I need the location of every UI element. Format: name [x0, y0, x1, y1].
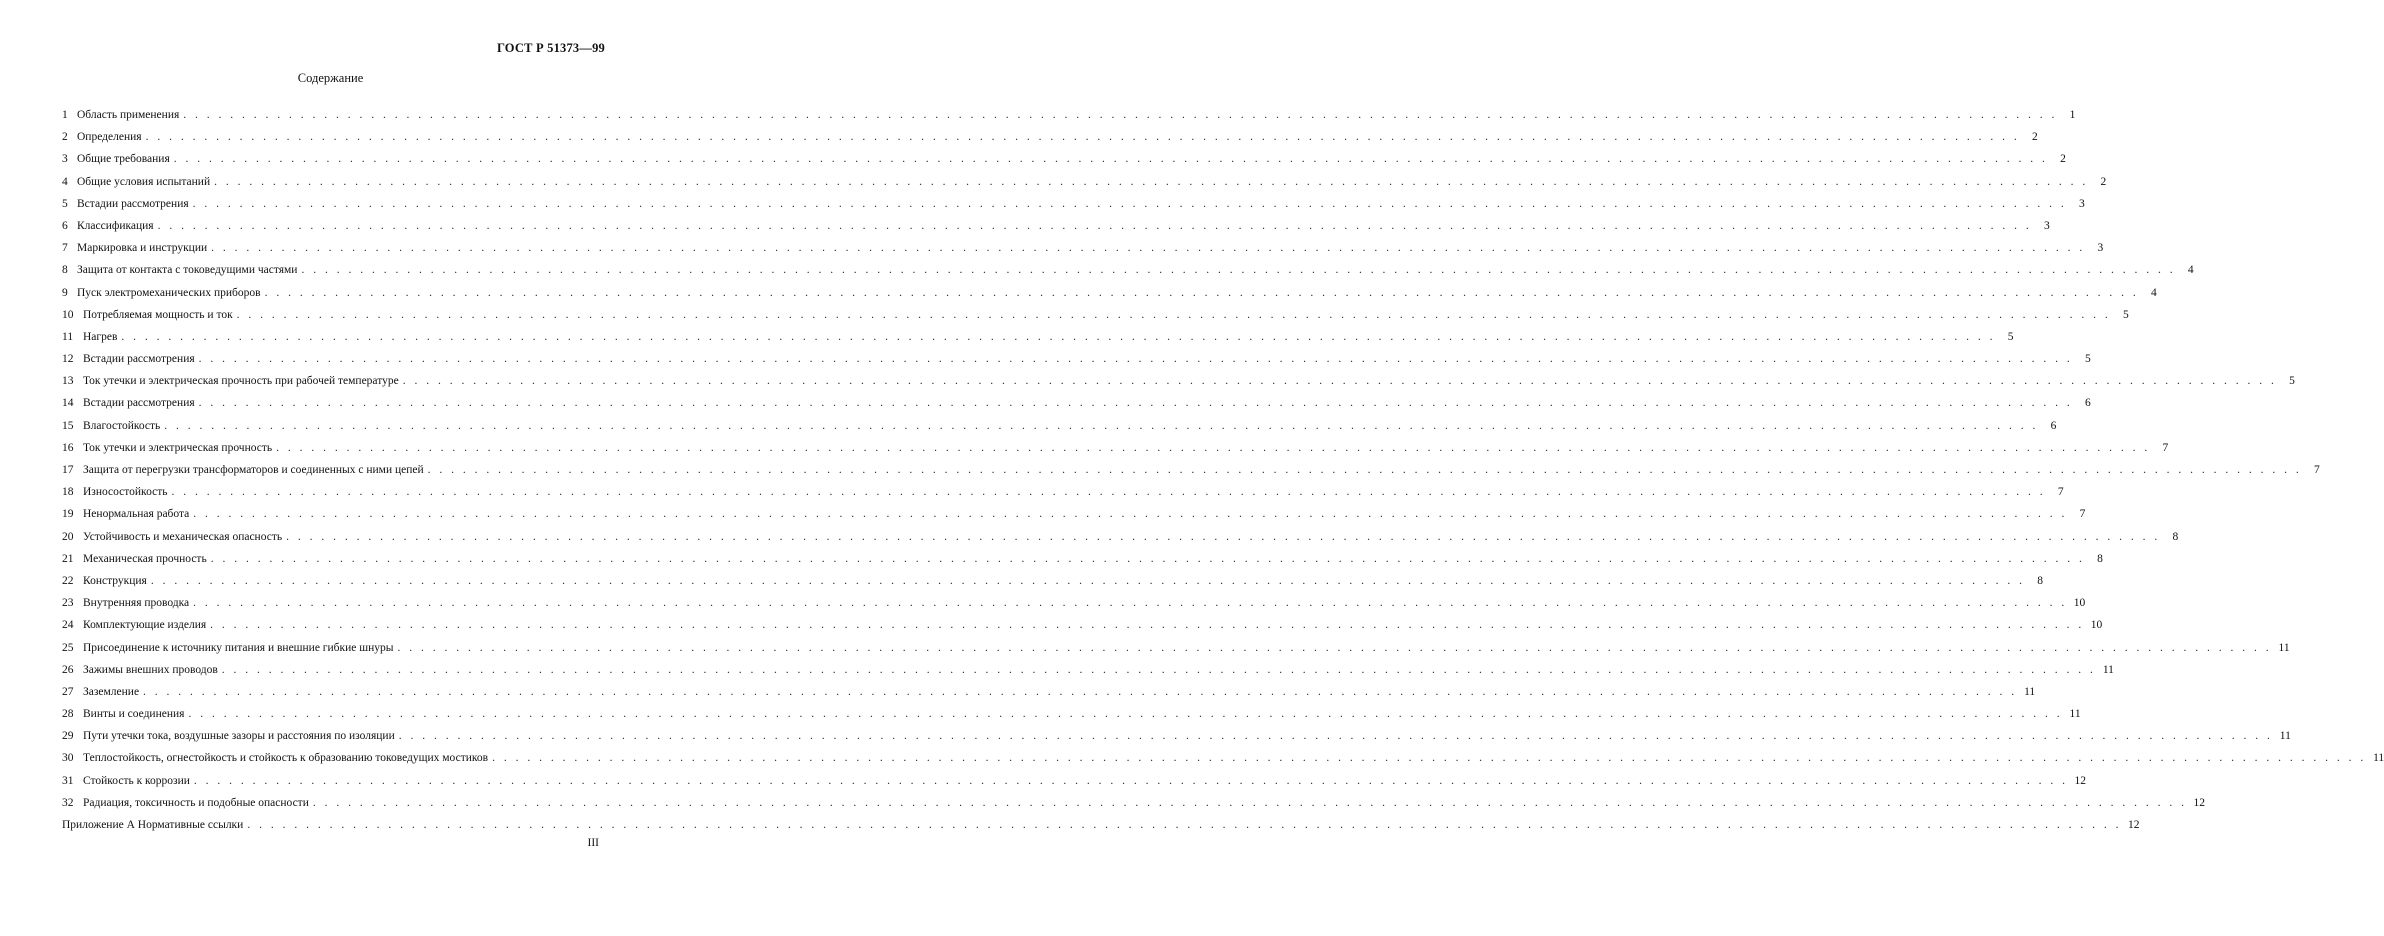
toc-entry-page: 11: [2373, 752, 2384, 765]
toc-entry[interactable]: [62, 548, 2103, 570]
toc-entry-label: Встадии рассмотрения: [83, 353, 195, 366]
toc-entry-number: 9: [62, 286, 68, 299]
toc-entry-number: 27: [62, 685, 74, 698]
toc-entry[interactable]: [62, 747, 2384, 769]
toc-entry-page: 3: [2043, 219, 2050, 232]
toc-entry[interactable]: [62, 770, 2087, 792]
toc-entry-page: 5: [2007, 330, 2014, 343]
toc-entry-page: 11: [2069, 708, 2081, 721]
toc-entry-label: Зажимы внешних проводов: [83, 663, 218, 676]
toc-entry[interactable]: [62, 326, 2014, 348]
toc-entry-label: Классификация: [77, 219, 154, 232]
toc-entry-page: 3: [2097, 242, 2104, 255]
toc-entry-number: 10: [62, 308, 74, 321]
toc-entry-number: 4: [62, 175, 68, 188]
toc-entry-number: 25: [62, 641, 74, 654]
toc-entry-page: 6: [2085, 397, 2091, 410]
page-number: III: [587, 837, 599, 849]
toc-entry-label: Теплостойкость, огнестойкость и стойкость к образованию токоведущих мостиков: [83, 752, 489, 765]
toc-leader-dots: . . . . . . . . . . . . . . . . . . . . . . . . . . . . . . . . . . . . . . . . . . . . . . . . . . . . . . . . . . . . . . . . . . . . . . . . . . . . . . . . . . . . . . . . . . . . . . . . . . . . . . . . . . . . . . . . . . . . . . . . . . . . . . . . . . . . . . . . . . . . . . . . . . . . . . . . . . . . . . . .: [164, 419, 2039, 432]
toc-entry-number: 30: [62, 752, 74, 765]
toc-leader-dots: . . . . . . . . . . . . . . . . . . . . . . . . . . . . . . . . . . . . . . . . . . . . . . . . . . . . . . . . . . . . . . . . . . . . . . . . . . . . . . . . . . . . . . . . . . . . . . . . . . . . . . . . . . . . . . . . . . . . . . . . . . . . . . . . . . . . . . . . . . . . . . . . . . . . . . . . . . . . . . . .: [492, 752, 2367, 765]
toc-entry-label: Определения: [77, 131, 142, 144]
toc-leader-dots: . . . . . . . . . . . . . . . . . . . . . . . . . . . . . . . . . . . . . . . . . . . . . . . . . . . . . . . . . . . . . . . . . . . . . . . . . . . . . . . . . . . . . . . . . . . . . . . . . . . . . . . . . . . . . . . . . . . . . . . . . . . . . . . . . . . . . . . . . . . . . . . . . . . . . . . . . . . . . . . .: [198, 397, 2073, 410]
toc-entry-number: 2: [62, 131, 68, 144]
toc-entry-label: Комплектующие изделия: [83, 619, 207, 632]
toc-entry[interactable]: [62, 392, 2091, 414]
toc-leader-dots: . . . . . . . . . . . . . . . . . . . . . . . . . . . . . . . . . . . . . . . . . . . . . . . . . . . . . . . . . . . . . . . . . . . . . . . . . . . . . . . . . . . . . . . . . . . . . . . . . . . . . . . . . . . . . . . . . . . . . . . . . . . . . . . . . . . . . . . . . . . . . . . . . . . . . . . . . . . . . . . .: [210, 619, 2085, 632]
toc-entry-number: 7: [62, 242, 68, 255]
toc-leader-dots: . . . . . . . . . . . . . . . . . . . . . . . . . . . . . . . . . . . . . . . . . . . . . . . . . . . . . . . . . . . . . . . . . . . . . . . . . . . . . . . . . . . . . . . . . . . . . . . . . . . . . . . . . . . . . . . . . . . . . . . . . . . . . . . . . . . . . . . . . . . . . . . . . . . . . . . . . . . . . . . .: [188, 708, 2063, 721]
toc-entry-label: Встадии рассмотрения: [83, 397, 195, 410]
toc-leader-dots: . . . . . . . . . . . . . . . . . . . . . . . . . . . . . . . . . . . . . . . . . . . . . . . . . . . . . . . . . . . . . . . . . . . . . . . . . . . . . . . . . . . . . . . . . . . . . . . . . . . . . . . . . . . . . . . . . . . . . . . . . . . . . . . . . . . . . . . . . . . . . . . . . . . . . . . . . . . . . . . .: [121, 330, 1996, 343]
toc-leader-dots: . . . . . . . . . . . . . . . . . . . . . . . . . . . . . . . . . . . . . . . . . . . . . . . . . . . . . . . . . . . . . . . . . . . . . . . . . . . . . . . . . . . . . . . . . . . . . . . . . . . . . . . . . . . . . . . . . . . . . . . . . . . . . . . . . . . . . . . . . . . . . . . . . . . . . . . . . . . . . . . .: [171, 486, 2046, 499]
toc-leader-dots: . . . . . . . . . . . . . . . . . . . . . . . . . . . . . . . . . . . . . . . . . . . . . . . . . . . . . . . . . . . . . . . . . . . . . . . . . . . . . . . . . . . . . . . . . . . . . . . . . . . . . . . . . . . . . . . . . . . . . . . . . . . . . . . . . . . . . . . . . . . . . . . . . . . . . . . . . . . . . . . .: [427, 464, 2302, 476]
toc-entry-label: Ток утечки и электрическая прочность: [83, 441, 273, 454]
toc-entry-number: 16: [62, 441, 74, 454]
toc-entry-page: 10: [2090, 619, 2103, 632]
toc-entry[interactable]: [62, 592, 2086, 614]
toc-entry-page: 3: [2079, 197, 2085, 210]
toc-entry-page: 7: [2162, 441, 2169, 454]
toc-leader-dots: . . . . . . . . . . . . . . . . . . . . . . . . . . . . . . . . . . . . . . . . . . . . . . . . . . . . . . . . . . . . . . . . . . . . . . . . . . . . . . . . . . . . . . . . . . . . . . . . . . . . . . . . . . . . . . . . . . . . . . . . . . . . . . . . . . . . . . . . . . . . . . . . . . . . . . . . . . . . . . . .: [402, 375, 2277, 388]
toc-entry-page: 11: [2102, 663, 2114, 676]
toc-leader-dots: . . . . . . . . . . . . . . . . . . . . . . . . . . . . . . . . . . . . . . . . . . . . . . . . . . . . . . . . . . . . . . . . . . . . . . . . . . . . . . . . . . . . . . . . . . . . . . . . . . . . . . . . . . . . . . . . . . . . . . . . . . . . . . . . . . . . . . . . . . . . . . . . . . . . . . . . . . . . . . . .: [198, 353, 2073, 366]
toc-leader-dots: . . . . . . . . . . . . . . . . . . . . . . . . . . . . . . . . . . . . . . . . . . . . . . . . . . . . . . . . . . . . . . . . . . . . . . . . . . . . . . . . . . . . . . . . . . . . . . . . . . . . . . . . . . . . . . . . . . . . . . . . . . . . . . . . . . . . . . . . . . . . . . . . . . . . . . . . . . . . . . . .: [398, 730, 2273, 743]
toc-entry-number: 24: [62, 619, 74, 632]
toc-leader-dots: . . . . . . . . . . . . . . . . . . . . . . . . . . . . . . . . . . . . . . . . . . . . . . . . . . . . . . . . . . . . . . . . . . . . . . . . . . . . . . . . . . . . . . . . . . . . . . . . . . . . . . . . . . . . . . . . . . . . . . . . . . . . . . . . . . . . . . . . . . . . . . . . . . . . . . . . . . . . . . . .: [193, 508, 2068, 521]
toc-entry[interactable]: [62, 814, 2140, 836]
toc-entry[interactable]: [62, 370, 2295, 392]
toc-entry-number: 31: [62, 774, 74, 787]
toc-leader-dots: . . . . . . . . . . . . . . . . . . . . . . . . . . . . . . . . . . . . . . . . . . . . . . . . . . . . . . . . . . . . . . . . . . . . . . . . . . . . . . . . . . . . . . . . . . . . . . . . . . . . . . . . . . . . . . . . . . . . . . . . . . . . . . . . . . . . . . . . . . . . . . . . . . . . . . . . . . . . . . . .: [211, 242, 2086, 255]
toc-entry[interactable]: [62, 503, 2086, 525]
toc-leader-dots: . . . . . . . . . . . . . . . . . . . . . . . . . . . . . . . . . . . . . . . . . . . . . . . . . . . . . . . . . . . . . . . . . . . . . . . . . . . . . . . . . . . . . . . . . . . . . . . . . . . . . . . . . . . . . . . . . . . . . . . . . . . . . . . . . . . . . . . . . . . . . . . . . . . . . . . . . . . . . . . .: [214, 175, 2089, 188]
toc-entry-label: Износостойкость: [83, 486, 168, 499]
toc-leader-dots: . . . . . . . . . . . . . . . . . . . . . . . . . . . . . . . . . . . . . . . . . . . . . . . . . . . . . . . . . . . . . . . . . . . . . . . . . . . . . . . . . . . . . . . . . . . . . . . . . . . . . . . . . . . . . . . . . . . . . . . . . . . . . . . . . . . . . . . . . . . . . . . . . . . . . . . . . . . . . . . .: [397, 641, 2272, 654]
toc-leader-dots: . . . . . . . . . . . . . . . . . . . . . . . . . . . . . . . . . . . . . . . . . . . . . . . . . . . . . . . . . . . . . . . . . . . . . . . . . . . . . . . . . . . . . . . . . . . . . . . . . . . . . . . . . . . . . . . . . . . . . . . . . . . . . . . . . . . . . . . . . . . . . . . . . . . . . . . . . . . . . . . .: [221, 663, 2096, 676]
toc-entry-number: 29: [62, 730, 74, 743]
toc-leader-dots: . . . . . . . . . . . . . . . . . . . . . . . . . . . . . . . . . . . . . . . . . . . . . . . . . . . . . . . . . . . . . . . . . . . . . . . . . . . . . . . . . . . . . . . . . . . . . . . . . . . . . . . . . . . . . . . . . . . . . . . . . . . . . . . . . . . . . . . . . . . . . . . . . . . . . . . . . . . . . . . .: [143, 685, 2018, 698]
toc-entry-label: Винты и соединения: [83, 708, 185, 721]
toc-entry-page: 2: [2060, 153, 2066, 166]
toc-entry[interactable]: [62, 725, 2291, 747]
toc-entry-page: 5: [2289, 375, 2295, 388]
toc-leader-dots: . . . . . . . . . . . . . . . . . . . . . . . . . . . . . . . . . . . . . . . . . . . . . . . . . . . . . . . . . . . . . . . . . . . . . . . . . . . . . . . . . . . . . . . . . . . . . . . . . . . . . . . . . . . . . . . . . . . . . . . . . . . . . . . . . . . . . . . . . . . . . . . . . . . . . . . . . . . . . . . .: [150, 574, 2025, 587]
toc-leader-dots: . . . . . . . . . . . . . . . . . . . . . . . . . . . . . . . . . . . . . . . . . . . . . . . . . . . . . . . . . . . . . . . . . . . . . . . . . . . . . . . . . . . . . . . . . . . . . . . . . . . . . . . . . . . . . . . . . . . . . . . . . . . . . . . . . . . . . . . . . . . . . . . . . . . . . . . . . . . . . . . .: [286, 530, 2161, 543]
toc-entry-number: 22: [62, 574, 74, 587]
toc-entry-page: 7: [2079, 508, 2086, 521]
toc-entry-page: 10: [2073, 597, 2086, 610]
toc-leader-dots: . . . . . . . . . . . . . . . . . . . . . . . . . . . . . . . . . . . . . . . . . . . . . . . . . . . . . . . . . . . . . . . . . . . . . . . . . . . . . . . . . . . . . . . . . . . . . . . . . . . . . . . . . . . . . . . . . . . . . . . . . . . . . . . . . . . . . . . . . . . . . . . . . . . . . . . . . . . . . . . .: [193, 774, 2069, 787]
toc-entry-page: 2: [2100, 175, 2107, 188]
toc-entry[interactable]: [62, 703, 2081, 725]
toc-entry[interactable]: [62, 148, 2066, 170]
toc-entry-page: 2: [2031, 131, 2038, 144]
toc-leader-dots: . . . . . . . . . . . . . . . . . . . . . . . . . . . . . . . . . . . . . . . . . . . . . . . . . . . . . . . . . . . . . . . . . . . . . . . . . . . . . . . . . . . . . . . . . . . . . . . . . . . . . . . . . . . . . . . . . . . . . . . . . . . . . . . . . . . . . . . . . . . . . . . . . . . . . . . . . . . . . . . .: [236, 308, 2111, 321]
toc-entry-number: 15: [62, 419, 74, 432]
toc-entry-label: Стойкость к коррозии: [83, 774, 190, 787]
toc-entry-page: 7: [2057, 486, 2064, 499]
toc-entry-label: Ток утечки и электрическая прочность при рабочей температуре: [83, 375, 399, 388]
table-of-contents: [62, 104, 2384, 836]
toc-entry-number: 13: [62, 375, 74, 388]
toc-leader-dots: . . . . . . . . . . . . . . . . . . . . . . . . . . . . . . . . . . . . . . . . . . . . . . . . . . . . . . . . . . . . . . . . . . . . . . . . . . . . . . . . . . . . . . . . . . . . . . . . . . . . . . . . . . . . . . . . . . . . . . . . . . . . . . . . . . . . . . . . . . . . . . . . . . . . . . . . . . . . . . . .: [183, 109, 2058, 121]
toc-entry-number: 12: [62, 353, 74, 366]
toc-entry-label: Конструкция: [83, 574, 147, 587]
toc-entry-number: 5: [62, 197, 68, 210]
toc-entry[interactable]: [62, 282, 2157, 304]
toc-entry[interactable]: [62, 659, 2114, 681]
toc-entry-label: Устойчивость и механическая опасность: [83, 530, 283, 543]
toc-entry-label: Область применения: [77, 109, 180, 121]
toc-leader-dots: . . . . . . . . . . . . . . . . . . . . . . . . . . . . . . . . . . . . . . . . . . . . . . . . . . . . . . . . . . . . . . . . . . . . . . . . . . . . . . . . . . . . . . . . . . . . . . . . . . . . . . . . . . . . . . . . . . . . . . . . . . . . . . . . . . . . . . . . . . . . . . . . . . . . . . . . . . . . . . . .: [312, 796, 2187, 809]
toc-entry-page: 1: [2069, 109, 2076, 121]
toc-leader-dots: . . . . . . . . . . . . . . . . . . . . . . . . . . . . . . . . . . . . . . . . . . . . . . . . . . . . . . . . . . . . . . . . . . . . . . . . . . . . . . . . . . . . . . . . . . . . . . . . . . . . . . . . . . . . . . . . . . . . . . . . . . . . . . . . . . . . . . . . . . . . . . . . . . . . . . . . . . . . . . . .: [301, 264, 2176, 277]
toc-entry[interactable]: [62, 637, 2290, 659]
toc-entry[interactable]: [62, 437, 2169, 459]
toc-entry-number: 28: [62, 708, 74, 721]
toc-entry[interactable]: [62, 570, 2043, 592]
toc-entry-page: 11: [2278, 641, 2290, 654]
toc-leader-dots: . . . . . . . . . . . . . . . . . . . . . . . . . . . . . . . . . . . . . . . . . . . . . . . . . . . . . . . . . . . . . . . . . . . . . . . . . . . . . . . . . . . . . . . . . . . . . . . . . . . . . . . . . . . . . . . . . . . . . . . . . . . . . . . . . . . . . . . . . . . . . . . . . . . . . . . . . . . . . . . .: [276, 441, 2151, 454]
toc-entry[interactable]: [62, 481, 2064, 503]
toc-entry-number: 6: [62, 219, 68, 232]
toc-entry[interactable]: [62, 459, 2320, 481]
toc-entry[interactable]: [62, 259, 2194, 281]
toc-entry[interactable]: [62, 681, 2036, 703]
toc-entry-label: Нагрев: [83, 330, 118, 343]
toc-entry-page: 5: [2123, 308, 2129, 321]
toc-entry-number: 32: [62, 796, 74, 809]
toc-entry-label: Радиация, токсичность и подобные опасности: [83, 796, 309, 809]
toc-entry-number: 26: [62, 663, 74, 676]
document-header: ГОСТ Р 51373—99: [496, 41, 605, 55]
toc-entry[interactable]: [62, 215, 2050, 237]
toc-entry-page: 4: [2150, 286, 2157, 299]
toc-entry-label: Пути утечки тока, воздушные зазоры и расстояния по изоляции: [83, 730, 395, 743]
toc-leader-dots: . . . . . . . . . . . . . . . . . . . . . . . . . . . . . . . . . . . . . . . . . . . . . . . . . . . . . . . . . . . . . . . . . . . . . . . . . . . . . . . . . . . . . . . . . . . . . . . . . . . . . . . . . . . . . . . . . . . . . . . . . . . . . . . . . . . . . . . . . . . . . . . . . . . . . . . . . . . . . . . .: [173, 153, 2048, 166]
toc-leader-dots: . . . . . . . . . . . . . . . . . . . . . . . . . . . . . . . . . . . . . . . . . . . . . . . . . . . . . . . . . . . . . . . . . . . . . . . . . . . . . . . . . . . . . . . . . . . . . . . . . . . . . . . . . . . . . . . . . . . . . . . . . . . . . . . . . . . . . . . . . . . . . . . . . . . . . . . . . . . . . . . .: [247, 819, 2122, 831]
toc-entry[interactable]: [62, 415, 2057, 437]
toc-entry-page: 12: [2193, 796, 2205, 809]
toc-entry-number: 19: [62, 508, 74, 521]
toc-entry[interactable]: [62, 171, 2107, 193]
toc-entry[interactable]: [62, 126, 2038, 148]
toc-entry-label: Пуск электромеханических приборов: [77, 286, 261, 299]
toc-entry-number: 20: [62, 530, 74, 543]
toc-entry-number: 1: [62, 109, 68, 121]
toc-entry-number: 8: [62, 264, 68, 277]
toc-entry[interactable]: [62, 348, 2091, 370]
toc-entry-page: 6: [2050, 419, 2057, 432]
toc-entry-number: 23: [62, 597, 74, 610]
toc-entry-page: 12: [2127, 819, 2140, 831]
toc-entry[interactable]: [62, 614, 2103, 636]
toc-entry-label: Встадии рассмотрения: [77, 197, 189, 210]
toc-entry-label: Защита от перегрузки трансформаторов и соединенных с ними цепей: [83, 464, 424, 476]
toc-entry-page: 8: [2037, 574, 2043, 587]
toc-entry[interactable]: [62, 526, 2179, 548]
toc-entry[interactable]: [62, 792, 2205, 814]
toc-entry-page: 11: [2279, 730, 2291, 743]
toc-entry-number: 11: [62, 330, 74, 343]
toc-entry-page: 4: [2187, 264, 2194, 277]
toc-entry-page: 8: [2172, 530, 2179, 543]
toc-entry-label: Общие требования: [77, 153, 170, 166]
toc-entry-label: Присоединение к источнику питания и внешние гибкие шнуры: [83, 641, 394, 654]
toc-entry-number: 21: [62, 552, 74, 565]
toc-leader-dots: . . . . . . . . . . . . . . . . . . . . . . . . . . . . . . . . . . . . . . . . . . . . . . . . . . . . . . . . . . . . . . . . . . . . . . . . . . . . . . . . . . . . . . . . . . . . . . . . . . . . . . . . . . . . . . . . . . . . . . . . . . . . . . . . . . . . . . . . . . . . . . . . . . . . . . . . . . . . . . . .: [264, 286, 2139, 299]
toc-entry-number: 17: [62, 464, 74, 476]
toc-entry-page: 11: [2024, 685, 2036, 698]
toc-entry-label: Защита от контакта с токоведущими частями: [77, 264, 298, 277]
toc-entry[interactable]: [62, 193, 2085, 215]
toc-entry-label: Внутренняя проводка: [83, 597, 190, 610]
toc-leader-dots: . . . . . . . . . . . . . . . . . . . . . . . . . . . . . . . . . . . . . . . . . . . . . . . . . . . . . . . . . . . . . . . . . . . . . . . . . . . . . . . . . . . . . . . . . . . . . . . . . . . . . . . . . . . . . . . . . . . . . . . . . . . . . . . . . . . . . . . . . . . . . . . . . . . . . . . . . . . . . . . .: [210, 552, 2085, 565]
toc-entry-page: 5: [2085, 353, 2091, 366]
toc-entry-label: Влагостойкость: [83, 419, 161, 432]
toc-entry-page: 12: [2074, 774, 2087, 787]
toc-leader-dots: . . . . . . . . . . . . . . . . . . . . . . . . . . . . . . . . . . . . . . . . . . . . . . . . . . . . . . . . . . . . . . . . . . . . . . . . . . . . . . . . . . . . . . . . . . . . . . . . . . . . . . . . . . . . . . . . . . . . . . . . . . . . . . . . . . . . . . . . . . . . . . . . . . . . . . . . . . . . . . . .: [145, 131, 2020, 144]
toc-leader-dots: . . . . . . . . . . . . . . . . . . . . . . . . . . . . . . . . . . . . . . . . . . . . . . . . . . . . . . . . . . . . . . . . . . . . . . . . . . . . . . . . . . . . . . . . . . . . . . . . . . . . . . . . . . . . . . . . . . . . . . . . . . . . . . . . . . . . . . . . . . . . . . . . . . . . . . . . . . . . . . . .: [193, 597, 2068, 610]
toc-entry-label: Заземление: [83, 685, 140, 698]
toc-entry-label: Общие условия испытаний: [77, 175, 211, 188]
toc-entry-label: Механическая прочность: [83, 552, 207, 565]
toc-entry[interactable]: [62, 104, 2076, 126]
toc-entry-label: Приложение А Нормативные ссылки: [62, 819, 244, 831]
toc-entry-number: 18: [62, 486, 74, 499]
toc-entry-page: 8: [2097, 552, 2103, 565]
toc-entry[interactable]: [62, 304, 2129, 326]
page-title: Содержание: [297, 71, 364, 85]
toc-entry-label: Потребляемая мощность и ток: [83, 308, 233, 321]
toc-entry-label: Ненормальная работа: [83, 508, 190, 521]
toc-leader-dots: . . . . . . . . . . . . . . . . . . . . . . . . . . . . . . . . . . . . . . . . . . . . . . . . . . . . . . . . . . . . . . . . . . . . . . . . . . . . . . . . . . . . . . . . . . . . . . . . . . . . . . . . . . . . . . . . . . . . . . . . . . . . . . . . . . . . . . . . . . . . . . . . . . . . . . . . . . . . . . . .: [157, 219, 2032, 232]
toc-entry-page: 7: [2314, 464, 2320, 476]
toc-entry[interactable]: [62, 237, 2104, 259]
toc-entry-number: 3: [62, 153, 68, 166]
toc-entry-number: 14: [62, 397, 74, 410]
toc-entry-label: Маркировка и инструкции: [77, 242, 208, 255]
toc-leader-dots: . . . . . . . . . . . . . . . . . . . . . . . . . . . . . . . . . . . . . . . . . . . . . . . . . . . . . . . . . . . . . . . . . . . . . . . . . . . . . . . . . . . . . . . . . . . . . . . . . . . . . . . . . . . . . . . . . . . . . . . . . . . . . . . . . . . . . . . . . . . . . . . . . . . . . . . . . . . . . . . .: [192, 197, 2067, 210]
